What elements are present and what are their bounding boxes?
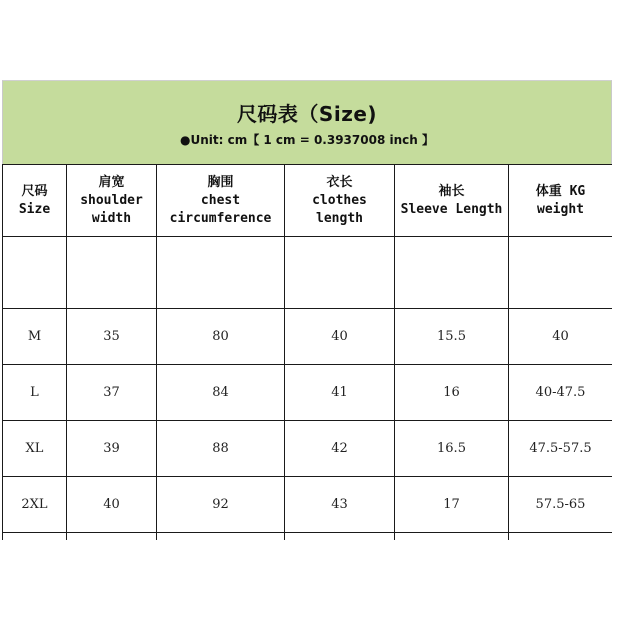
table-cell — [3, 533, 67, 541]
size-table — [2, 164, 612, 540]
table-cell — [285, 237, 395, 309]
table-cell: 40-47.5 — [509, 365, 613, 421]
table-cell: 41 — [285, 365, 395, 421]
table-cell — [3, 237, 67, 309]
table-cell: 40 — [67, 477, 157, 533]
header-cn: 衣长 — [326, 174, 353, 190]
header-chest-circumference — [157, 165, 285, 237]
table-cell: 16 — [395, 365, 509, 421]
table-cell — [509, 237, 613, 309]
table-cell: 84 — [157, 365, 285, 421]
table-cell — [157, 237, 285, 309]
header-clothes-length — [285, 165, 395, 237]
header-en: weight — [537, 201, 584, 217]
size-cell: L — [3, 365, 67, 421]
table-cell: 37 — [67, 365, 157, 421]
size-chart-sheet — [2, 80, 612, 540]
header-cn: 尺码 — [21, 183, 48, 199]
table-cell — [509, 533, 613, 541]
table-row — [3, 309, 613, 365]
header-cn: 体重 KG — [535, 183, 586, 199]
header-en: Sleeve Length — [400, 201, 503, 217]
header-cn: 胸围 — [207, 174, 234, 190]
table-cell: 16.5 — [395, 421, 509, 477]
table-cell — [157, 533, 285, 541]
table-cell: 57.5-65 — [509, 477, 613, 533]
cut-off-row — [3, 533, 613, 541]
blank-row — [3, 237, 613, 309]
table-cell: 15.5 — [395, 309, 509, 365]
header-row — [3, 165, 613, 237]
header-sleeve-length — [395, 165, 509, 237]
table-cell: 47.5-57.5 — [509, 421, 613, 477]
header-en: chest circumference — [169, 192, 272, 226]
header-shoulder-width — [67, 165, 157, 237]
table-cell: 92 — [157, 477, 285, 533]
table-cell: 80 — [157, 309, 285, 365]
size-cell: 2XL — [3, 477, 67, 533]
header-cn: 肩宽 — [98, 174, 125, 190]
header-weight — [509, 165, 613, 237]
table-cell — [395, 237, 509, 309]
size-cell: XL — [3, 421, 67, 477]
table-cell: 88 — [157, 421, 285, 477]
table-cell — [67, 533, 157, 541]
header-size — [3, 165, 67, 237]
table-row — [3, 421, 613, 477]
header-en: clothes length — [312, 192, 367, 226]
header-cn: 袖长 — [438, 183, 465, 199]
table-cell: 43 — [285, 477, 395, 533]
table-cell: 39 — [67, 421, 157, 477]
unit-note: ●Unit: cm【 1 cm = 0.3937008 inch 】 — [180, 133, 434, 147]
table-cell: 17 — [395, 477, 509, 533]
size-cell: M — [3, 309, 67, 365]
table-cell: 40 — [285, 309, 395, 365]
table-row — [3, 365, 613, 421]
title-banner — [2, 80, 612, 165]
table-cell: 35 — [67, 309, 157, 365]
table-cell — [285, 533, 395, 541]
header-en: shoulder width — [80, 192, 143, 226]
table-cell — [67, 237, 157, 309]
table-cell: 40 — [509, 309, 613, 365]
table-row — [3, 477, 613, 533]
table-cell — [395, 533, 509, 541]
chart-title: 尺码表（Size) — [236, 102, 378, 126]
table-cell: 42 — [285, 421, 395, 477]
header-en: Size — [18, 201, 51, 217]
